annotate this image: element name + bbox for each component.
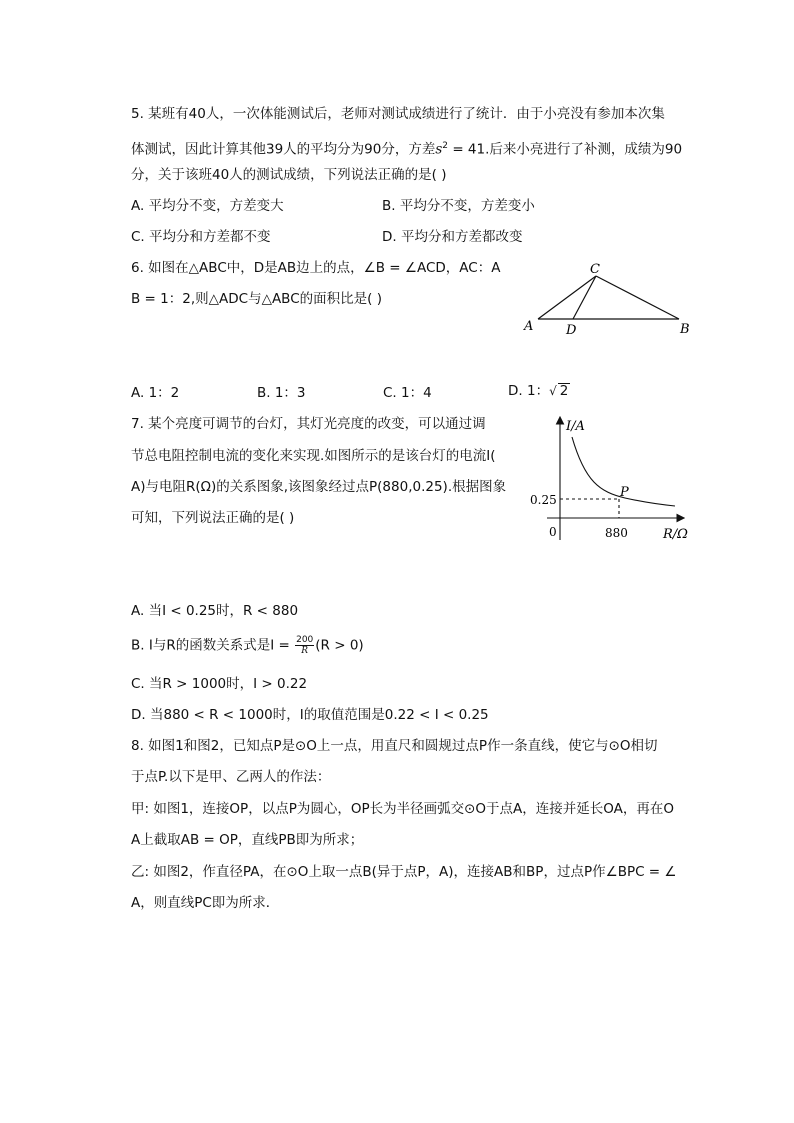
q7-current-resistance-graph (525, 412, 700, 547)
q7-y-tick-label: 0.25 (530, 493, 557, 507)
q8-line-2: 于点P.以下是甲、乙两人的作法： (131, 769, 331, 785)
q6-option-d-sqrt: 2 (559, 383, 569, 399)
q5-option-c: C. 平均分和方差都不变 (131, 229, 271, 245)
q5-line-1: 5. 某班有40人，一次体能测试后，老师对测试成绩进行了统计．由于小亮没有参加本次集 (131, 106, 665, 122)
q7-origin-label: 0 (549, 525, 557, 539)
q7-option-b-post: (R > 0) (315, 637, 364, 654)
q7-point-label: P (620, 485, 629, 500)
q6-triangle-figure (518, 258, 698, 342)
q5-line-2-b: = 41.后来小亮进行了补测，成绩为90 (448, 141, 683, 158)
q6-line-2: B = 1：2,则△ADC与△ABC的面积比是( ) (131, 291, 382, 307)
q7-option-b-numerator: 200 (296, 635, 314, 645)
q5-line-2-a: 体测试，因此计算其他39人的平均分为90分，方差 (131, 141, 436, 158)
q7-y-axis-label: I/A (566, 419, 585, 434)
q6-label-d: D (566, 323, 577, 338)
q6-segment-cd (573, 276, 596, 319)
q6-option-d-prefix: D. 1： (508, 383, 550, 399)
q6-label-c: C (590, 262, 600, 277)
q8-line-4: A上截取AB = OP，直线PB即为所求； (131, 832, 364, 848)
q6-option-a: A. 1：2 (131, 385, 180, 401)
q6-option-b: B. 1：3 (257, 385, 306, 401)
q7-line-3: A)与电阻R(Ω)的关系图象,该图象经过点P(880,0.25).根据图象 (131, 479, 507, 495)
q6-option-c: C. 1：4 (383, 385, 432, 401)
q7-option-b-denominator: R (301, 646, 309, 656)
q5-line-3: 分，关于该班40人的测试成绩，下列说法正确的是( ) (131, 167, 447, 183)
q7-x-tick-label: 880 (605, 526, 628, 540)
q7-line-4: 可知，下列说法正确的是( ) (131, 510, 295, 526)
q6-line-1: 6. 如图在△ABC中，D是AB边上的点，∠B = ∠ACD，AC：A (131, 260, 501, 276)
q5-variance-exp: 2 (442, 141, 449, 151)
q6-side-ac (538, 276, 596, 319)
q6-label-b: B (680, 322, 690, 337)
q7-option-c: C. 当R > 1000时，I > 0.22 (131, 676, 308, 692)
q7-option-b-pre: B. I与R的函数关系式是I = (131, 637, 295, 654)
q8-line-5: 乙: 如图2，作直径PA，在⊙O上取一点B(异于点P，A)，连接AB和BP，过点P作∠BPC = ∠ (131, 864, 677, 880)
q8-line-3: 甲: 如图1，连接OP，以点P为圆心，OP长为半径画弧交⊙O于点A，连接并延长OA，再在O (131, 801, 675, 817)
q5-option-b: B. 平均分不变，方差变小 (382, 198, 535, 214)
q6-label-a: A (524, 319, 534, 334)
q8-line-1: 8. 如图1和图2，已知点P是⊙O上一点，用直尺和圆规过点P作一条直线，使它与⊙O相切 (131, 738, 658, 754)
q7-option-a: A. 当I < 0.25时，R < 880 (131, 603, 299, 619)
q7-x-axis-label: R/Ω (663, 527, 688, 542)
q5-option-a: A. 平均分不变，方差变大 (131, 198, 284, 214)
q7-line-2: 节总电阻控制电流的变化来实现.如图所示的是该台灯的电流I( (131, 448, 496, 464)
q7-line-1: 7. 某个亮度可调节的台灯，其灯光亮度的改变，可以通过调 (131, 416, 486, 432)
q5-line-2 (131, 136, 682, 160)
q7-option-d: D. 当880 < R < 1000时，I的取值范围是0.22 < I < 0.25 (131, 707, 489, 723)
q6-side-bc (596, 276, 679, 319)
q5-option-d: D. 平均分和方差都改变 (382, 229, 523, 245)
q7-option-b (131, 635, 364, 656)
q7-option-b-fraction (295, 635, 314, 656)
q8-line-6: A，则直线PC即为所求． (131, 895, 280, 911)
q5-variance-symbol: s (435, 141, 443, 158)
q6-option-d: D. 1：√ 2 (508, 383, 569, 399)
